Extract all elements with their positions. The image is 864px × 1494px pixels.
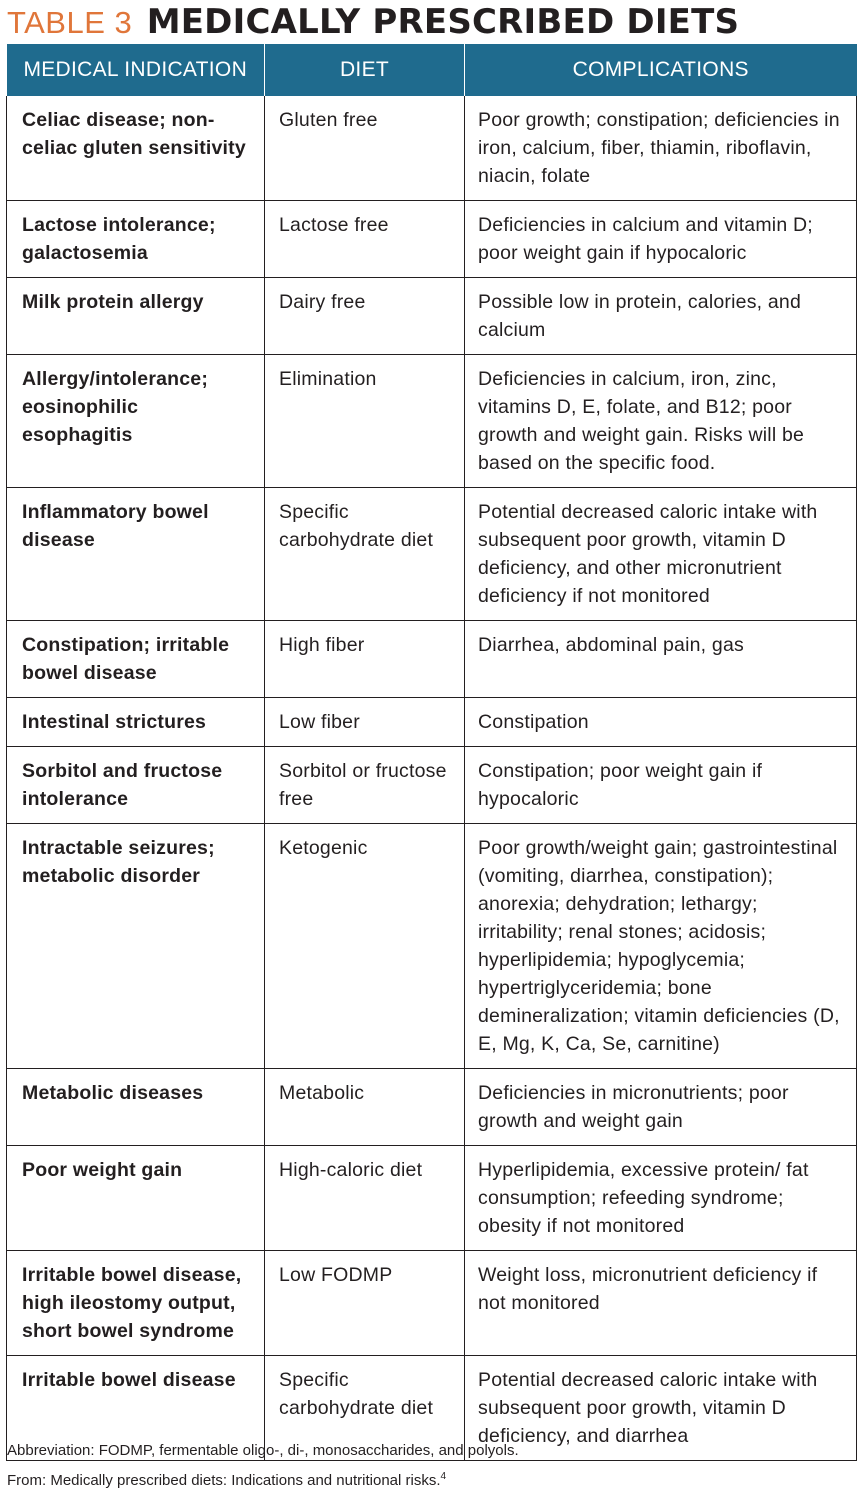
indication-cell: Sorbitol and fructose intolerance xyxy=(7,747,265,824)
complications-cell: Hyperlipidemia, excessive protein/ fat consumption; refeeding syndrome; obesity if not monitored xyxy=(465,1146,857,1251)
diet-cell: Metabolic xyxy=(265,1069,465,1146)
complications-cell: Constipation xyxy=(465,698,857,747)
indication-cell: Intractable seizures; metabolic disorder xyxy=(7,824,265,1069)
complications-cell: Constipation; poor weight gain if hypocaloric xyxy=(465,747,857,824)
table-row xyxy=(7,824,857,1069)
table-row xyxy=(7,278,857,355)
table-row xyxy=(7,1251,857,1356)
diet-cell: Low FODMP xyxy=(265,1251,465,1356)
table-footnotes xyxy=(7,1438,519,1494)
table-header xyxy=(7,44,857,96)
complications-cell: Deficiencies in micronutrients; poor growth and weight gain xyxy=(465,1069,857,1146)
table-body xyxy=(7,96,857,1461)
diet-cell: Ketogenic xyxy=(265,824,465,1069)
diet-cell: Gluten free xyxy=(265,96,465,201)
table-row xyxy=(7,355,857,488)
source-note xyxy=(7,1464,519,1494)
table-row xyxy=(7,1069,857,1146)
indication-cell: Intestinal strictures xyxy=(7,698,265,747)
diets-table xyxy=(6,44,857,1461)
table-row xyxy=(7,488,857,621)
column-header-complications: COMPLICATIONS xyxy=(465,44,857,96)
complications-cell: Potential decreased caloric intake with subsequent poor growth, vitamin D deficiency, and diarrhea xyxy=(465,1356,857,1461)
indication-cell: Allergy/intolerance; eosinophilic esophagitis xyxy=(7,355,265,488)
diet-cell: Low fiber xyxy=(265,698,465,747)
complications-cell: Diarrhea, abdominal pain, gas xyxy=(465,621,857,698)
column-header-medical-indication: MEDICAL INDICATION xyxy=(7,44,265,96)
abbreviation-note: Abbreviation: FODMP, fermentable oligo-, di-, monosaccharides, and polyols. xyxy=(7,1442,519,1459)
indication-cell: Celiac disease; non-celiac gluten sensitivity xyxy=(7,96,265,201)
table-row xyxy=(7,1146,857,1251)
complications-cell: Poor growth/weight gain; gastrointestinal (vomiting, diarrhea, constipation); anorexia; dehydration; lethargy; irritability; renal stones; acidosis; hyperlipidemia; hypoglycemia; hypertriglyceridemia; bone demineralization; vitamin deficiencies (D, E, Mg, K, Ca, Se, carnitine) xyxy=(465,824,857,1069)
diet-cell: Specific carbohydrate diet xyxy=(265,488,465,621)
indication-cell: Metabolic diseases xyxy=(7,1069,265,1146)
table-title: MEDICALLY PRESCRIBED DIETS xyxy=(146,2,740,42)
complications-cell: Weight loss, micronutrient deficiency if not monitored xyxy=(465,1251,857,1356)
indication-cell: Irritable bowel disease xyxy=(7,1356,265,1461)
diet-cell: Elimination xyxy=(265,355,465,488)
diet-cell: High-caloric diet xyxy=(265,1146,465,1251)
reference-number: 4 xyxy=(440,1471,447,1482)
table-row xyxy=(7,747,857,824)
indication-cell: Irritable bowel disease, high ileostomy output, short bowel syndrome xyxy=(7,1251,265,1356)
complications-cell: Deficiencies in calcium, iron, zinc, vitamins D, E, folate, and B12; poor growth and weight gain. Risks will be based on the specific food. xyxy=(465,355,857,488)
indication-cell: Poor weight gain xyxy=(7,1146,265,1251)
complications-cell: Possible low in protein, calories, and calcium xyxy=(465,278,857,355)
indication-cell: Lactose intolerance; galactosemia xyxy=(7,201,265,278)
diet-cell: Lactose free xyxy=(265,201,465,278)
diet-cell: High fiber xyxy=(265,621,465,698)
source-text: From: Medically prescribed diets: Indications and nutritional risks. xyxy=(7,1472,441,1489)
table-row xyxy=(7,201,857,278)
indication-cell: Inflammatory bowel disease xyxy=(7,488,265,621)
column-header-diet: DIET xyxy=(265,44,465,96)
table-row xyxy=(7,96,857,201)
table-heading xyxy=(7,2,739,44)
diet-cell: Sorbitol or fructose free xyxy=(265,747,465,824)
indication-cell: Constipation; irritable bowel disease xyxy=(7,621,265,698)
table-number-label: TABLE 3 xyxy=(7,5,133,40)
complications-cell: Poor growth; constipation; deficiencies in iron, calcium, fiber, thiamin, riboflavin, niacin, folate xyxy=(465,96,857,201)
diet-cell: Specific carbohydrate diet xyxy=(265,1356,465,1461)
table-row xyxy=(7,698,857,747)
complications-cell: Deficiencies in calcium and vitamin D; poor weight gain if hypocaloric xyxy=(465,201,857,278)
complications-cell: Potential decreased caloric intake with subsequent poor growth, vitamin D deficiency, and other micronutrient deficiency if not monitored xyxy=(465,488,857,621)
table-row xyxy=(7,621,857,698)
diet-cell: Dairy free xyxy=(265,278,465,355)
indication-cell: Milk protein allergy xyxy=(7,278,265,355)
